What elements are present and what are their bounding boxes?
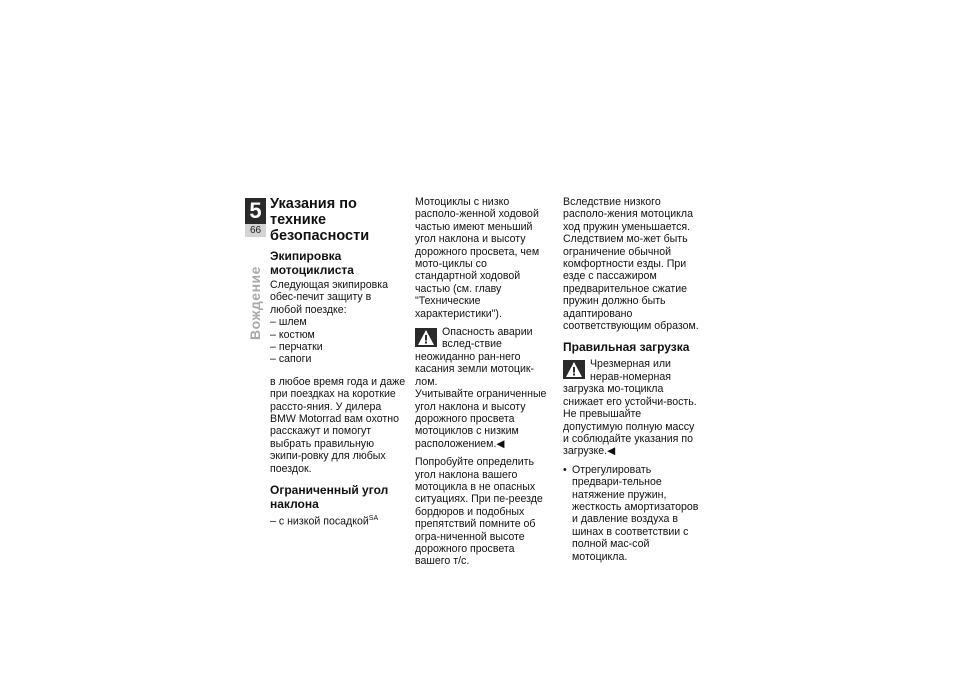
equipment-list xyxy=(270,316,406,366)
list-item: – костюм xyxy=(270,328,315,341)
equipment-intro: Следующая экипировка обес-печит защиту в любой поездке: xyxy=(270,279,388,316)
column-1 xyxy=(270,196,406,534)
load-heading: Правильная загрузка xyxy=(563,340,690,355)
page-number: 66 xyxy=(245,224,266,237)
equipment-heading: Экипировка мотоциклиста xyxy=(270,249,354,277)
chapter-side-title: Вождение xyxy=(247,266,263,340)
sa-superscript: SA xyxy=(368,515,379,523)
warning-text: Чрезмерная или нерав-номерная загрузка мо-тоцикла снижает его устойчи-вость. xyxy=(563,358,697,408)
lean-item: – с низкой посадкой$^{SA}$ xyxy=(270,515,379,528)
list-item: – шлем xyxy=(270,316,307,329)
warning-follow: Учитывайте ограниченные угол наклона и высоту дорожного просвета мотоциклов с низким расположением.◀ xyxy=(415,388,547,450)
warning-block xyxy=(563,358,699,408)
list-item: – сапоги xyxy=(270,353,312,366)
list-item: – перчатки xyxy=(270,341,323,354)
warning-text: Опасность аварии вслед-ствие неожиданно ран-него касания земли мотоцик-лом. xyxy=(415,326,535,388)
warning-triangle-icon xyxy=(415,328,437,347)
column-2 xyxy=(415,196,551,574)
warning-follow: Не превышайте допустимую полную массу и соблюдайте указания по загрузке.◀ xyxy=(563,408,695,458)
list-item: • Отрегулировать предвари-тельное натяжение пружин, жесткость амортизаторов и давление воздуха в шинах в соответствии с полной мас-сой мотоцикла. xyxy=(563,463,699,563)
lean-test-paragraph: Попробуйте определить угол наклона вашего мотоцикла в не опасных ситуациях. При пе-реезде бордюров и подобных препятствий помните об огра-ниченной высоте дорожного просвета вашего т/с. xyxy=(415,456,543,568)
warning-triangle-icon xyxy=(563,360,585,379)
section-title: Указания по технике безопасности xyxy=(270,196,370,244)
lean-heading: Ограниченный угол наклона xyxy=(270,483,389,512)
equipment-note: в любое время года и даже при поездках на короткие рассто-яния. У дилера BMW Motorrad вам охотно расскажут и помогут выбрать правильную экипи-ровку для любых поездок. xyxy=(270,375,406,475)
column-3 xyxy=(563,196,699,569)
bullet-icon: • xyxy=(563,463,567,476)
warning-block xyxy=(415,326,551,388)
lowered-chassis-paragraph: Мотоциклы с низко располо-женной ходовой частью имеют меньший угол наклона и высоту дорожного просвета, чем мото-циклы со стандартной ходовой частью (см. главу "Технические характеристики"). xyxy=(415,196,540,320)
spring-paragraph: Вследствие низкого располо-жения мотоцикла ход пружин уменьшается. Следствием мо-жет быть ограничение обычной комфортности езды. При езде с пассажиром предварительное сжатие пружин должно быть адаптировано соответствующим образом. xyxy=(563,196,699,333)
chapter-number: 5 xyxy=(245,198,266,224)
